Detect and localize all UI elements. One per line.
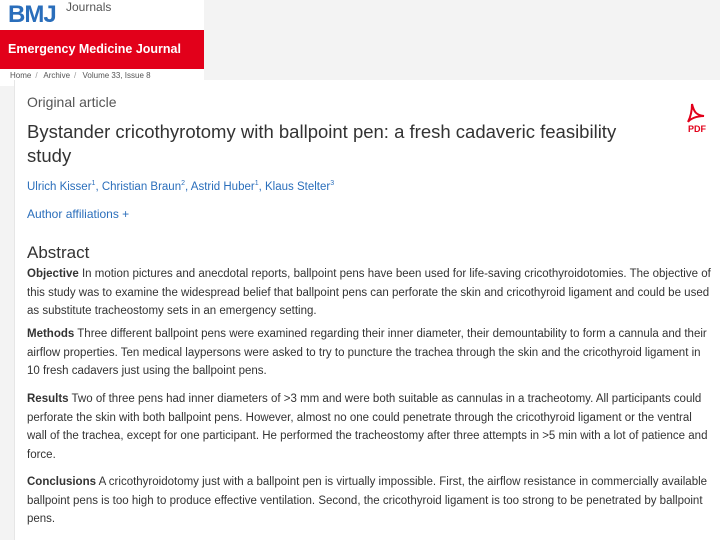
author-affiliation-number: 3 [330, 180, 335, 187]
breadcrumb-separator: / [35, 71, 38, 80]
author-link[interactable]: Christian Braun [101, 180, 182, 193]
breadcrumb-issue[interactable]: Volume 33, Issue 8 [82, 71, 151, 80]
author-link[interactable]: Astrid Huber [190, 180, 255, 193]
results-label: Results [27, 393, 69, 405]
bmj-logo-text: BMJ [8, 1, 56, 28]
conclusions-label: Conclusions [27, 476, 97, 488]
author-affiliations-toggle[interactable]: Author affiliations + [27, 207, 130, 221]
breadcrumb [10, 71, 155, 80]
breadcrumb-separator: / [74, 71, 77, 80]
abstract-heading: Abstract [27, 243, 90, 262]
article-panel [14, 80, 720, 540]
journal-banner[interactable] [0, 30, 204, 69]
conclusions-text: A cricothyroidotomy just with a ballpoint pen is virtually impossible. First, the airflow resistance in commercially available ballpoint pens is too high to produce effective ventilation. Second, the cricothyroid ligament is too strong to be penetrated by ballpoint pens. [27, 476, 708, 525]
author-link[interactable]: Klaus Stelter [265, 180, 331, 193]
breadcrumb-home[interactable]: Home [10, 71, 32, 80]
author-link[interactable]: Ulrich Kisser [27, 180, 92, 193]
site-header [0, 0, 204, 86]
author-affiliation-number: 1 [254, 180, 259, 187]
article-type: Original article [27, 94, 117, 110]
author-affiliation-number: 2 [181, 180, 186, 187]
author-affiliation-number: 1 [91, 180, 96, 187]
abstract-objective [27, 265, 713, 321]
results-text: Two of three pens had inner diameters of >3 mm and were both suitable as cannulas in a tracheotomy. All participants could perforate the skin with both ballpoint pens. However, almost no one could penetrate through the cricothyroid ligament or the ventral wall of the trachea, except for one participant. He performed the tracheostomy after three attempts in >5 min with a lot of patience and force. [27, 393, 708, 461]
breadcrumb-archive[interactable]: Archive [43, 71, 71, 80]
abstract-methods [27, 325, 713, 381]
abstract-results [27, 390, 713, 464]
author-list: Ulrich Kisser$^1$, Christian Braun$^2$, Astrid Huber$^1$, Klaus Stelter$^3$ [27, 180, 335, 193]
methods-text: Three different ballpoint pens were examined regarding their inner diameter, their demountability to form a cannula and their airflow properties. Ten medical laypersons were asked to try to puncture the trachea through the skin and the cricothyroid ligament in 10 fresh cadavers just using the ballpoint pens. [27, 328, 707, 377]
methods-label: Methods [27, 328, 75, 340]
journals-label: Journals [66, 0, 112, 14]
abstract-conclusions [27, 473, 713, 529]
journal-name: Emergency Medicine Journal [8, 42, 181, 56]
objective-label: Objective [27, 268, 79, 280]
pdf-label[interactable]: PDF [688, 124, 706, 134]
objective-text: In motion pictures and anecdotal reports, ballpoint pens have been used for life-saving cricothyroidotomies. The objective of this study was to examine the widespread belief that ballpoint pens can perforate the skin and cricothyroid ligament and could be used as substitute tracheostomy sets in an emergency setting. [27, 268, 711, 317]
article-title: Bystander cricothyrotomy with ballpoint pen: a fresh cadaveric feasibility study [27, 121, 617, 166]
